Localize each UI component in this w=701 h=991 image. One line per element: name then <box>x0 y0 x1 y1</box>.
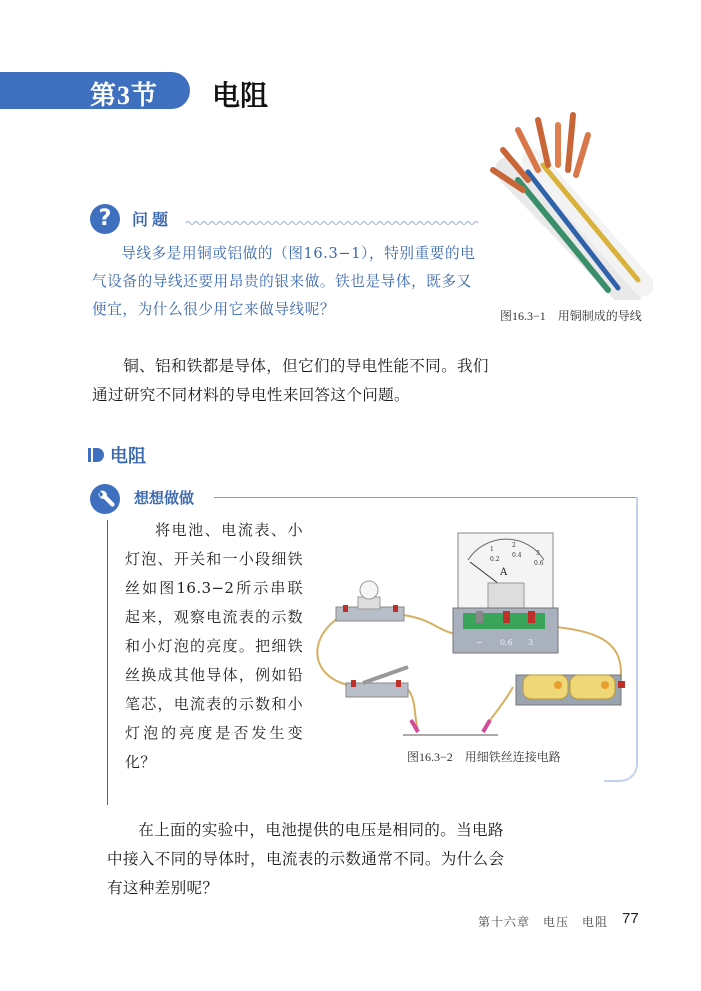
svg-text:0.6: 0.6 <box>534 560 544 567</box>
subsection-title: 电阻 <box>110 446 146 467</box>
subsection-marker-icon <box>88 446 104 464</box>
svg-text:0.6: 0.6 <box>500 638 513 647</box>
body-paragraph: 铜、铝和铁都是导体，但它们的导电性能不同。我们通过研究不同材料的导电性来回答这个问题。 <box>92 357 489 404</box>
svg-text:A: A <box>500 567 508 578</box>
section-number: 第3节 <box>90 81 159 110</box>
svg-text:0.2: 0.2 <box>490 556 500 563</box>
body-paragraph: 在上面的实验中，电池提供的电压是相同的。当电路中接入不同的导体时，电流表的示数通常不同。为什么会有这种差别呢？ <box>107 821 505 897</box>
figure-caption: 图16.3−1 用铜制成的导线 <box>500 309 642 323</box>
page-number: 77 <box>622 910 639 927</box>
question-label: 问题 <box>132 210 173 229</box>
activity-label: 想想做做 <box>134 489 195 507</box>
bulb <box>336 581 404 621</box>
activity-text: 将电池、电流表、小灯泡、开关和一小段细铁丝如图16.3−2所示串联起来，观察电流表的示数和小灯泡的亮度。把细铁丝换成其他导体，例如铅笔芯，电流表的示数和小灯泡的亮度是否发生变化？ <box>125 521 303 771</box>
svg-text:2: 2 <box>512 542 516 549</box>
svg-text:3: 3 <box>536 550 540 557</box>
switch <box>346 667 408 697</box>
figure-caption: 图16.3−2 用细铁丝连接电路 <box>407 750 561 764</box>
activity-left-rule <box>107 520 108 805</box>
question-text: 导线多是用铜或铝做的（图16.3−1），特别重要的电气设备的导线还要用昂贵的银来做。铁也是导体，既多又便宜，为什么很少用它来做导线呢？ <box>92 245 476 318</box>
section-title: 电阻 <box>212 79 269 112</box>
circuit-diagram <box>308 525 633 745</box>
wrench-icon <box>90 484 120 514</box>
activity-divider <box>214 497 638 498</box>
svg-text:3: 3 <box>528 638 534 647</box>
battery <box>516 675 625 705</box>
svg-text:−: − <box>476 638 483 647</box>
svg-text:1: 1 <box>490 546 494 553</box>
running-footer: 第十六章 电压 电阻 <box>478 915 609 929</box>
copper-wire-image <box>488 110 653 304</box>
question-icon: ? <box>90 204 120 234</box>
svg-text:0.4: 0.4 <box>512 552 522 559</box>
ammeter <box>453 533 558 653</box>
wavy-divider <box>186 220 478 226</box>
